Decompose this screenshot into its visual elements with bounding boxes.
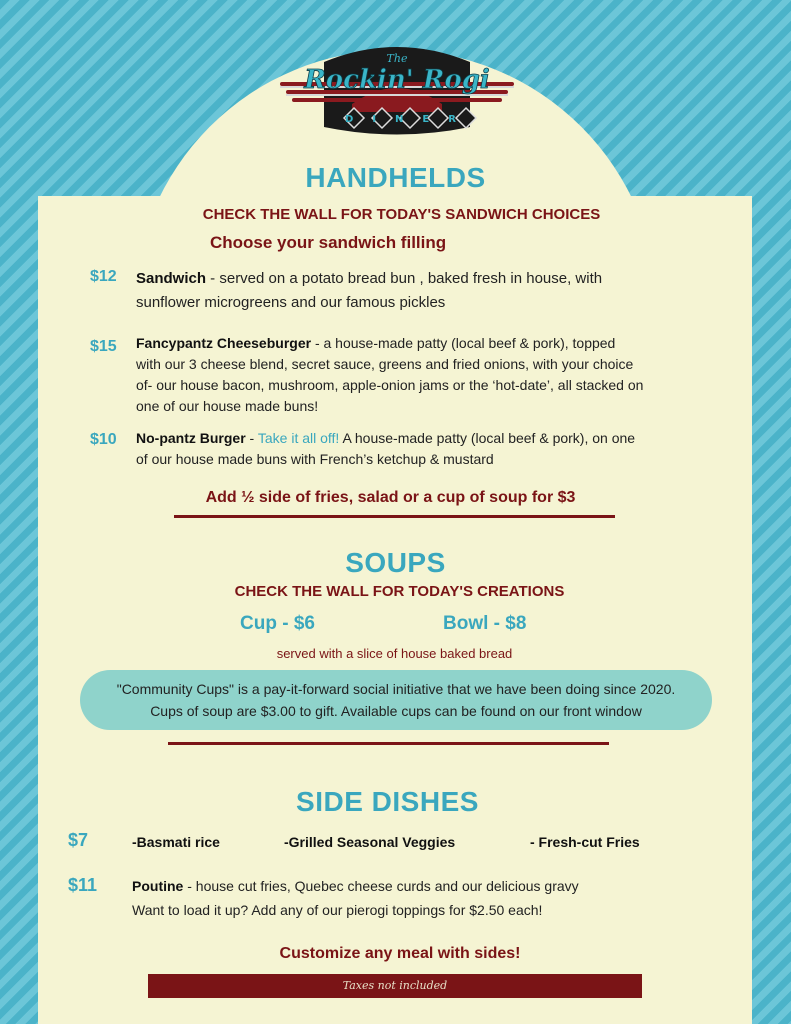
nopantz-price: $10: [90, 431, 117, 448]
poutine-name: Poutine: [132, 878, 184, 894]
divider-line: [168, 742, 609, 745]
soups-notice: CHECK THE WALL FOR TODAY'S CREATIONS: [234, 583, 565, 600]
poutine-price: $11: [68, 875, 98, 895]
soup-bowl-price: Bowl - $8: [443, 613, 527, 634]
community-line-2: Cups of soup are $3.00 to gift. Available cups can be found on our front window: [150, 703, 642, 719]
nopantz-description: No-pantz Burger - Take it all off! A house-made patty (local beef & pork), on one of our house made buns with French’s ketchup & mustard: [136, 430, 636, 467]
nopantz-name: No-pantz Burger: [136, 430, 246, 446]
community-line-1: "Community Cups" is a pay-it-forward social initiative that we have been doing since 2020.: [116, 681, 676, 697]
diner-logo: [272, 42, 522, 138]
handhelds-notice: CHECK THE WALL FOR TODAY'S SANDWICH CHOICES: [202, 206, 601, 223]
sides-title: SIDE DISHES: [296, 786, 479, 817]
customize-note: Customize any meal with sides!: [279, 945, 521, 962]
poutine-description: Poutine - house cut fries, Quebec cheese curds and our delicious gravy Want to load it up? Add any of our pierogi toppings for $2.50 each!: [132, 878, 579, 918]
side-item: - Fresh-cut Fries: [530, 834, 640, 850]
sandwich-price: $12: [90, 268, 117, 285]
community-cups-box: [80, 670, 712, 730]
sandwich-description: Sandwich - served on a potato bread bun , baked fresh in house, with sunflower microgreens and our famous pickles: [136, 270, 603, 311]
sides-price-7: $7: [68, 830, 89, 850]
handhelds-addon: Add ½ side of fries, salad or a cup of soup for $3: [205, 489, 576, 506]
side-item: -Grilled Seasonal Veggies: [284, 834, 456, 850]
cheeseburger-price: $15: [90, 338, 117, 355]
sandwich-name: Sandwich: [136, 270, 207, 287]
handhelds-title: HANDHELDS: [305, 162, 486, 193]
logo-main-text: Rockin' Rogi: [304, 65, 490, 95]
cheeseburger-description: Fancypantz Cheeseburger - a house-made patty (local beef & pork), topped with our 3 cheese blend, secret sauce, greens and fried onions, with your choice of- our house bacon, mushroom, apple-onion jams or the ‘hot-date’, all stacked on one of our house made buns!: [136, 335, 644, 414]
logo-bottom-text: DINER: [345, 114, 475, 125]
logo-top-text: The: [386, 52, 408, 65]
divider-line: [174, 515, 615, 518]
taxes-footer: Taxes not included: [148, 974, 642, 998]
cheeseburger-name: Fancypantz Cheeseburger: [136, 335, 312, 351]
soup-cup-price: Cup - $6: [240, 613, 315, 634]
soups-title: SOUPS: [345, 547, 446, 578]
handhelds-subtitle: Choose your sandwich filling: [210, 233, 447, 252]
soups-served-with: served with a slice of house baked bread: [276, 646, 513, 661]
side-item: -Basmati rice: [132, 834, 220, 850]
